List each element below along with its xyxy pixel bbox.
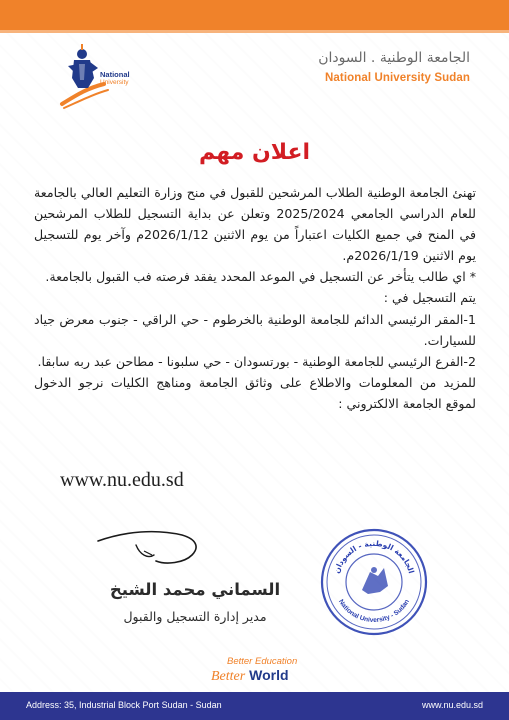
top-accent-bar [0, 0, 509, 30]
slogan-word-better: Better [211, 669, 246, 684]
slogan-top-line: Better Education [227, 656, 298, 667]
body-paragraph-warning: * اي طالب يتأخر عن التسجيل في الموعد المحدد يفقد فرصته فب القبول بالجامعة. [45, 269, 476, 285]
footer-bar [0, 692, 509, 720]
stamp-english-text: National University - Sudan [337, 598, 411, 625]
body-paragraph-location-1: 1-المقر الرئيسي الدائم للجامعة الوطنية بالخرطوم - حي الراقي - جنوب معرض جياد للسيارات. [34, 311, 476, 348]
website-link[interactable]: www.nu.edu.sd [60, 469, 184, 491]
official-stamp-icon [318, 526, 430, 638]
handwritten-signature-icon [96, 525, 216, 575]
body-paragraph-intro: تهنئ الجامعة الوطنية الطلاب المرشحين للقبول في منح وزارة التعليم العالي بالجامعة للعام الدراسي الجامعي 2025/2024 وتعلن عن بداية التسجيل للطلاب المرشحين في المنح في جميع الكليات اعتباراً من يوم الاثنين 2026/1/12م وآخر يوم للتسجيل يوم الاثنين 2026/1/19م. [34, 185, 476, 264]
signer-position: مدير إدارة التسجيل والقبول [123, 609, 267, 624]
logo-line-2: University [100, 79, 129, 86]
announcement-title: اعلان مهم [198, 140, 311, 165]
footer-website-link[interactable]: www.nu.edu.sd [421, 700, 483, 710]
signer-name: السماني محمد الشيخ [109, 580, 281, 599]
university-name-arabic: الجامعة الوطنية . السودان [318, 50, 470, 66]
stamp-arabic-text: الجامعة الوطنية - السودان [332, 538, 416, 575]
svg-text:National University - Sudan [337, 598, 411, 624]
body-paragraph-more-info: للمزيد من المعلومات والاطلاع على وثائق الجامعة ومناهج الكليات نرجو الدخول لموقع الجامعة الالكتروني : [34, 374, 476, 411]
body-paragraph-registration-heading: يتم التسجيل في : [383, 290, 476, 306]
logo-wordmark [100, 71, 156, 87]
slogan-bottom-line [211, 667, 289, 685]
slogan [205, 654, 315, 688]
slogan-word-world: World [249, 667, 289, 683]
footer-address: Address: 35, Industrial Block Port Sudan - Sudan [26, 700, 222, 710]
university-name-english: National University Sudan [324, 72, 470, 84]
logo-line-1: National [100, 70, 130, 79]
top-accent-stripe [0, 30, 509, 33]
body-paragraph-location-2: 2-الفرع الرئيسي للجامعة الوطنية - بورتسودان - حي سلبونا - مطاحن عبد ربه سابقا. [37, 353, 476, 369]
announcement-body [34, 182, 476, 414]
